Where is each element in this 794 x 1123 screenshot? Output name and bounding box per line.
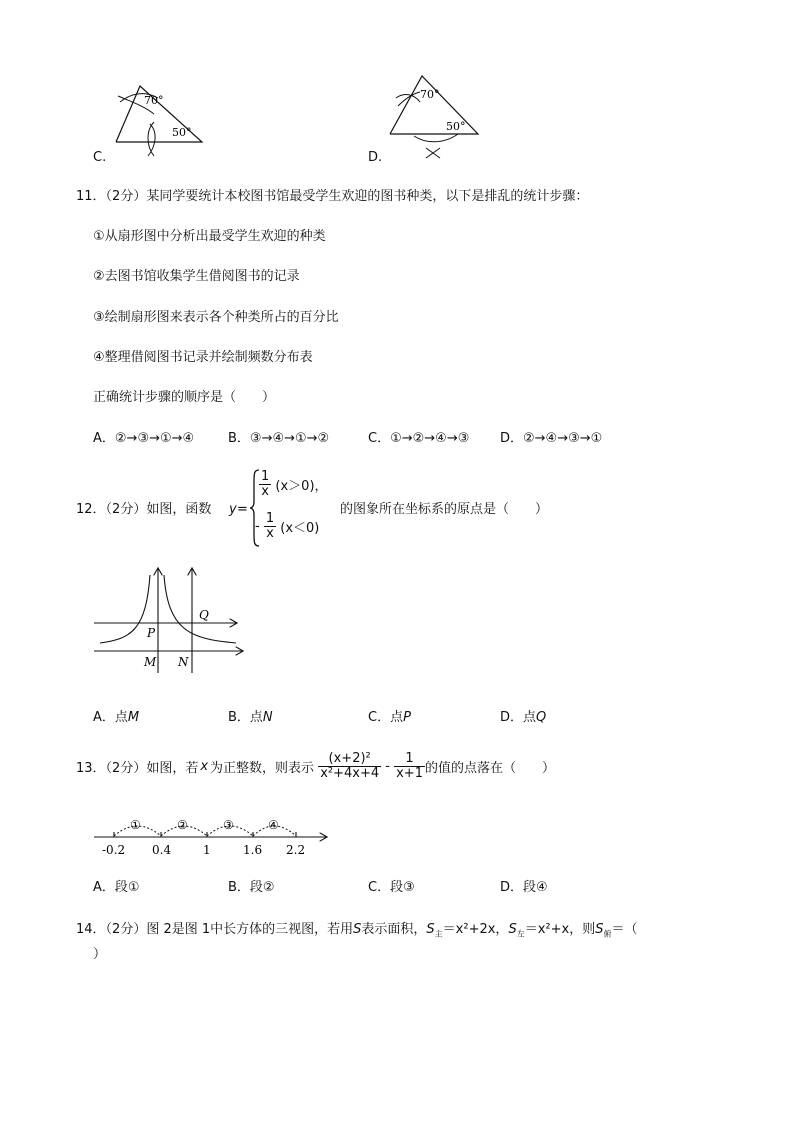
q14-sub-main: 主 [434,929,443,939]
q11-question: 正确统计步骤的顺序是（ ） [93,390,276,405]
q14-stem-mid: 表示面积， [361,922,427,937]
q12-stem-prefix: 12．（2分）如图，函数 [76,502,212,517]
q13-tick-1: -0.2 [102,843,126,857]
angle-70-label-c: 70° [144,94,164,107]
q12-piece1-frac [259,470,271,499]
q14-stem [76,922,637,943]
q10-option-c-label[interactable]: C. [93,150,107,165]
q13-frac1-num: (x+2)² [318,752,381,767]
number-line-figure [92,812,332,858]
q12-piece2-cond: (x＜0) [280,521,320,536]
q10-figure-d [384,72,484,162]
q12-option-b[interactable] [228,710,273,726]
q14-stem-prefix: 14．（2分）图 2是图 1中长方体的三视图，若用 [76,922,354,937]
q12-piece2-num: 1 [265,511,275,526]
q11-step-2: ②去图书馆收集学生借阅图书的记录 [93,269,300,284]
q13-option-a[interactable]: A．段① [93,880,140,895]
q13-stem-suffix: 的值的点落在（ ） [424,761,555,776]
q13-stem [76,752,555,788]
q12-piece2-frac [264,512,276,541]
q11-step-4: ④整理借阅图书记录并绘制频数分布表 [93,350,313,365]
q12-option-c[interactable] [368,710,411,726]
q13-frac1 [318,752,381,781]
q11-step-1: ①从扇形图中分析出最受学生欢迎的种类 [93,229,326,244]
q12-option-b-prefix: B．点 [228,710,263,725]
q13-stem-prefix: 13．（2分）如图，若 [76,761,199,776]
q13-frac2-den: x+1 [396,766,423,781]
q12-stem-suffix: 的图象所在坐标系的原点是（ ） [340,502,549,517]
q14-s-main: S [426,922,435,937]
q12-point-m: M [144,655,157,669]
q13-tick-4: 1.6 [243,843,263,857]
q12-piece1-den: x [261,484,269,499]
q11-stem: 11．（2分）某同学要统计本校图书馆最受学生欢迎的图书种类，以下是排乱的统计步骤： [76,189,589,204]
q13-var-x: x [200,759,209,774]
q12-option-a-point: M [127,710,140,725]
q14-var-s: S [353,922,362,937]
q12-point-p: P [147,626,156,640]
q13-tick-3: 1 [203,843,211,857]
q12-option-a-prefix: A．点 [93,710,128,725]
q13-tick-2: 0.4 [152,843,172,857]
q12-var-y: y [229,502,237,517]
q12-piece-2 [255,512,319,541]
q14-s-left: S [508,922,517,937]
q11-option-c[interactable]: C．①→②→④→③ [368,431,470,446]
q13-minus: - [385,759,390,774]
q14-s-top: S [595,922,604,937]
q13-frac2 [394,752,425,781]
q11-option-b[interactable]: B．③→④→①→② [228,431,330,446]
q13-segment-4: ④ [268,818,279,832]
q13-number-line [92,812,332,858]
q13-option-c[interactable]: C．段③ [368,880,415,895]
angle-50-label-d: 50° [446,120,466,133]
q13-option-b[interactable]: B．段② [228,880,275,895]
q14-expr-main: ＝x²+2x， [442,922,509,937]
q12-option-d-prefix: D．点 [500,710,537,725]
angle-50-label-c: 50° [172,126,192,139]
q14-expr-top: ＝（ [611,922,638,937]
q10-figure-c [110,72,210,160]
q12-piece1-num: 1 [261,469,270,484]
q12-piece2-sign: - [255,519,260,534]
q12-piece1-cond: (x＞0)， [275,479,328,494]
q12-piece2-den: x [266,526,274,541]
q12-option-c-prefix: C．点 [368,710,404,725]
q13-segment-1: ① [130,818,141,832]
q12-graph [92,565,252,673]
q12-option-c-point: P [403,710,411,725]
q12-piece-1 [259,470,328,499]
q11-option-d[interactable]: D．②→④→③→① [500,431,603,446]
q13-option-d[interactable]: D．段④ [500,880,548,895]
q13-tick-5: 2.2 [286,843,306,857]
q14-sub-top: 俯 [603,929,612,939]
q12-point-q: Q [199,608,209,622]
q14-sub-left: 左 [516,929,525,939]
q14-closing: ） [93,947,107,962]
hyperbola-graph [92,565,252,673]
q12-option-d-point: Q [536,710,547,725]
q13-stem-mid: 为正整数，则表示 [210,761,315,776]
q11-option-a[interactable]: A．②→③→①→④ [93,431,195,446]
triangle-construction-d [384,72,484,162]
q11-step-3: ③绘制扇形图来表示各个种类所占的百分比 [93,310,339,325]
triangle-construction-c [110,72,210,160]
q12-equals: = [237,502,248,517]
q14-expr-left: ＝x²+x，则 [524,922,596,937]
q12-point-n: N [178,655,189,669]
angle-70-label-d: 70° [420,88,440,101]
q13-segment-2: ② [177,818,188,832]
q13-segment-3: ③ [223,818,234,832]
q13-frac1-den: x²+4x+4 [320,766,380,781]
q10-option-d-label[interactable]: D. [368,150,383,165]
q13-frac2-num: 1 [394,752,425,767]
q12-option-d[interactable] [500,710,546,726]
q12-option-a[interactable] [93,710,139,726]
q12-option-b-point: N [262,710,273,725]
